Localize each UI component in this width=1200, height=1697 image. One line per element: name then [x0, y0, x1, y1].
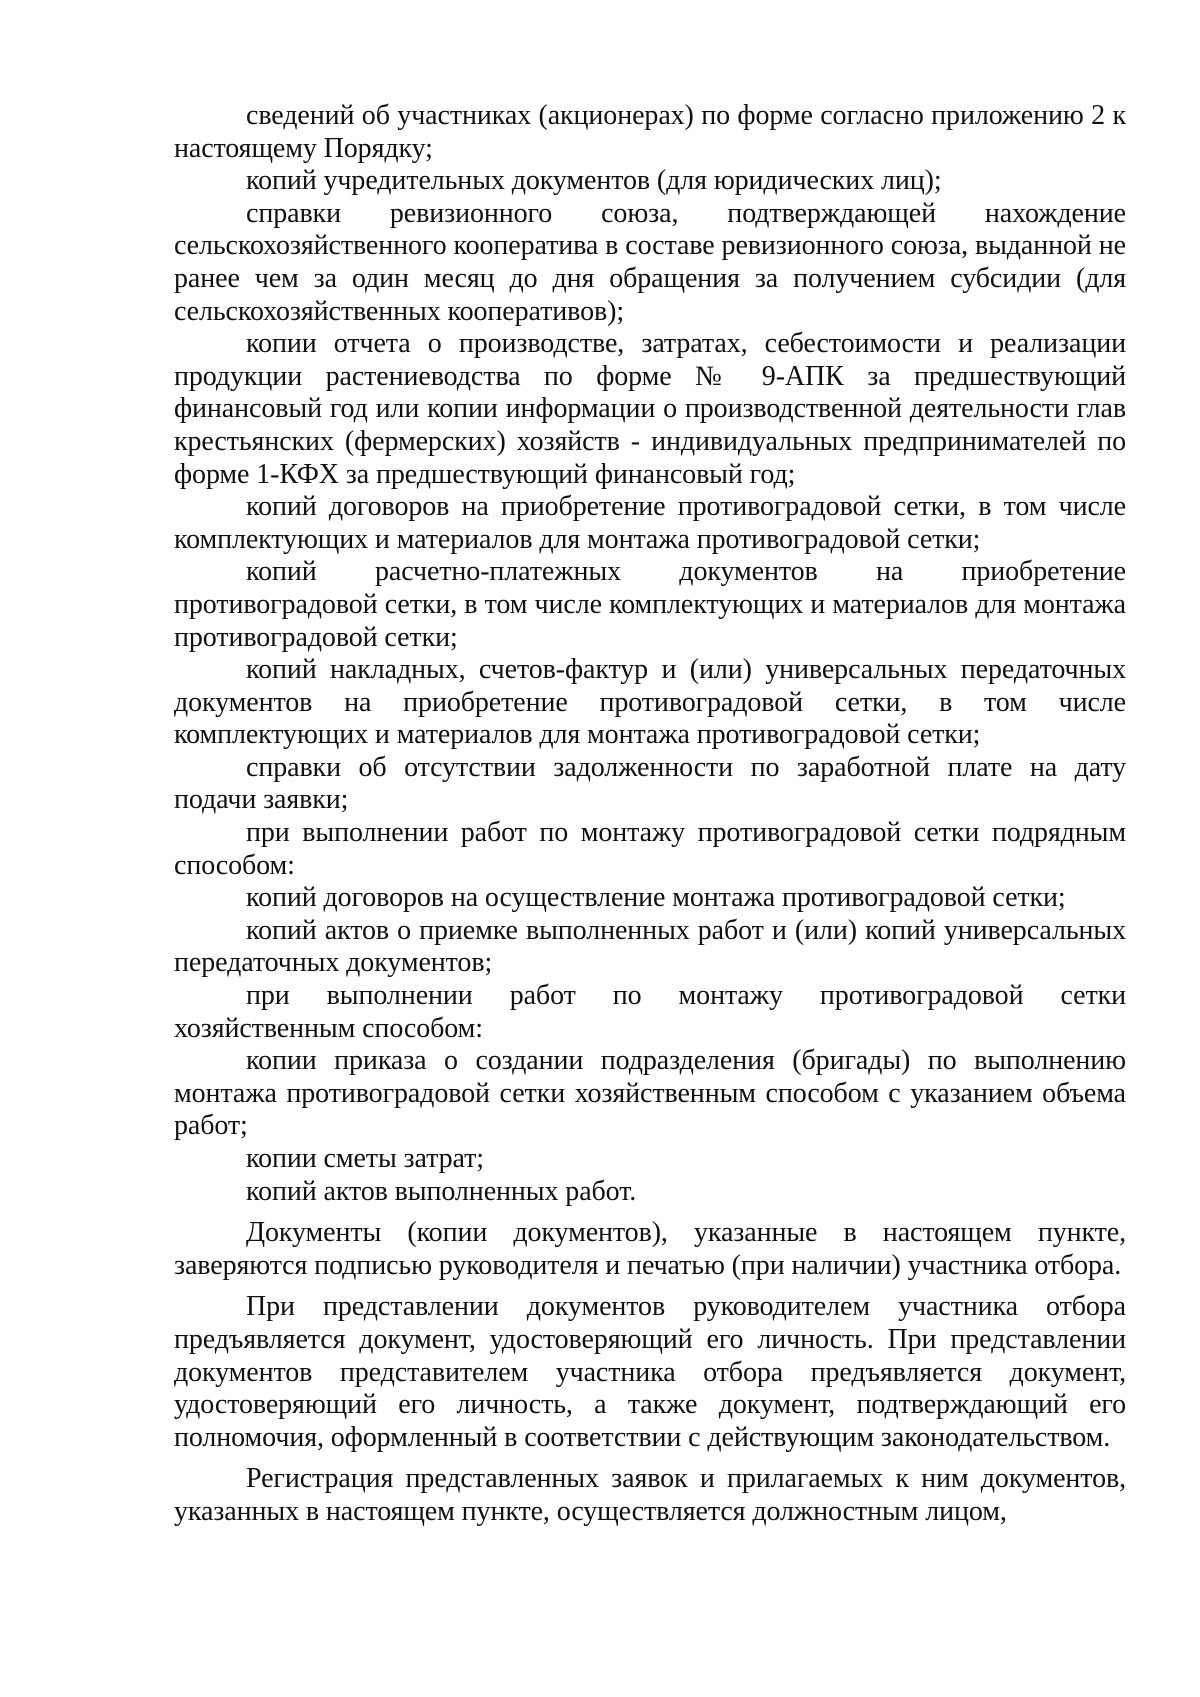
- paragraph: копий актов о приемке выполненных работ и (или) копий универсальных передаточных документов;: [174, 914, 1126, 979]
- paragraph: Документы (копии документов), указанные в настоящем пункте, заверяются подписью руководителя и печатью (при наличии) участника отбора.: [174, 1217, 1126, 1281]
- paragraph: копии отчета о производстве, затратах, себестоимости и реализации продукции растениеводства по форме № 9-АПК за предшествующий финансовый год или копии информации о производственной деятельности глав крестьянских (фермерских) хозяйств - индивидуальных предпринимателей по форме 1-КФХ за предшествующий финансовый год;: [174, 328, 1126, 490]
- paragraph: копий договоров на приобретение противоградовой сетки, в том числе комплектующих и материалов для монтажа противоградовой сетки;: [174, 491, 1126, 555]
- paragraph: справки об отсутствии задолженности по заработной плате на дату подачи заявки;: [174, 751, 1126, 816]
- paragraph: Регистрация представленных заявок и прилагаемых к ним документов, указанных в настоящем пункте, осуществляется должностным лицом,: [174, 1463, 1126, 1527]
- document-page: [174, 100, 1126, 1529]
- paragraph: копий расчетно-платежных документов на приобретение противоградовой сетки, в том числе комплектующих и материалов для монтажа противоградовой сетки;: [174, 556, 1126, 653]
- paragraph: копий накладных, счетов-фактур и (или) универсальных передаточных документов на приобретение противоградовой сетки, в том числе комплектующих и материалов для монтажа противоградовой сетки;: [174, 654, 1126, 751]
- paragraph: При представлении документов руководителем участника отбора предъявляется документ, удостоверяющий его личность. При представлении документов представителем участника отбора предъявляется документ, удостоверяющий его личность, а также документ, подтверждающий его полномочия, оформленный в соответствии с действующим законодательством.: [174, 1291, 1126, 1453]
- paragraph: при выполнении работ по монтажу противоградовой сетки подрядным способом:: [174, 817, 1126, 881]
- paragraph: сведений об участниках (акционерах) по форме согласно приложению 2 к настоящему Порядку;: [174, 100, 1126, 164]
- paragraph: копий учредительных документов (для юридических лиц);: [246, 165, 942, 197]
- paragraph: справки ревизионного союза, подтверждающей нахождение сельскохозяйственного кооператива в составе ревизионного союза, выданной не ранее чем за один месяц до дня обращения за получением субсидии (для сельскохозяйственных кооперативов);: [174, 197, 1126, 327]
- paragraph: при выполнении работ по монтажу противоградовой сетки хозяйственным способом:: [174, 980, 1126, 1044]
- paragraph: копии сметы затрат;: [246, 1143, 484, 1174]
- paragraph: копии приказа о создании подразделения (бригады) по выполнению монтажа противоградовой сетки хозяйственным способом с указанием объема работ;: [174, 1045, 1126, 1142]
- paragraph: копий договоров на осуществление монтажа противоградовой сетки;: [246, 882, 1066, 914]
- paragraph: копий актов выполненных работ.: [246, 1175, 637, 1207]
